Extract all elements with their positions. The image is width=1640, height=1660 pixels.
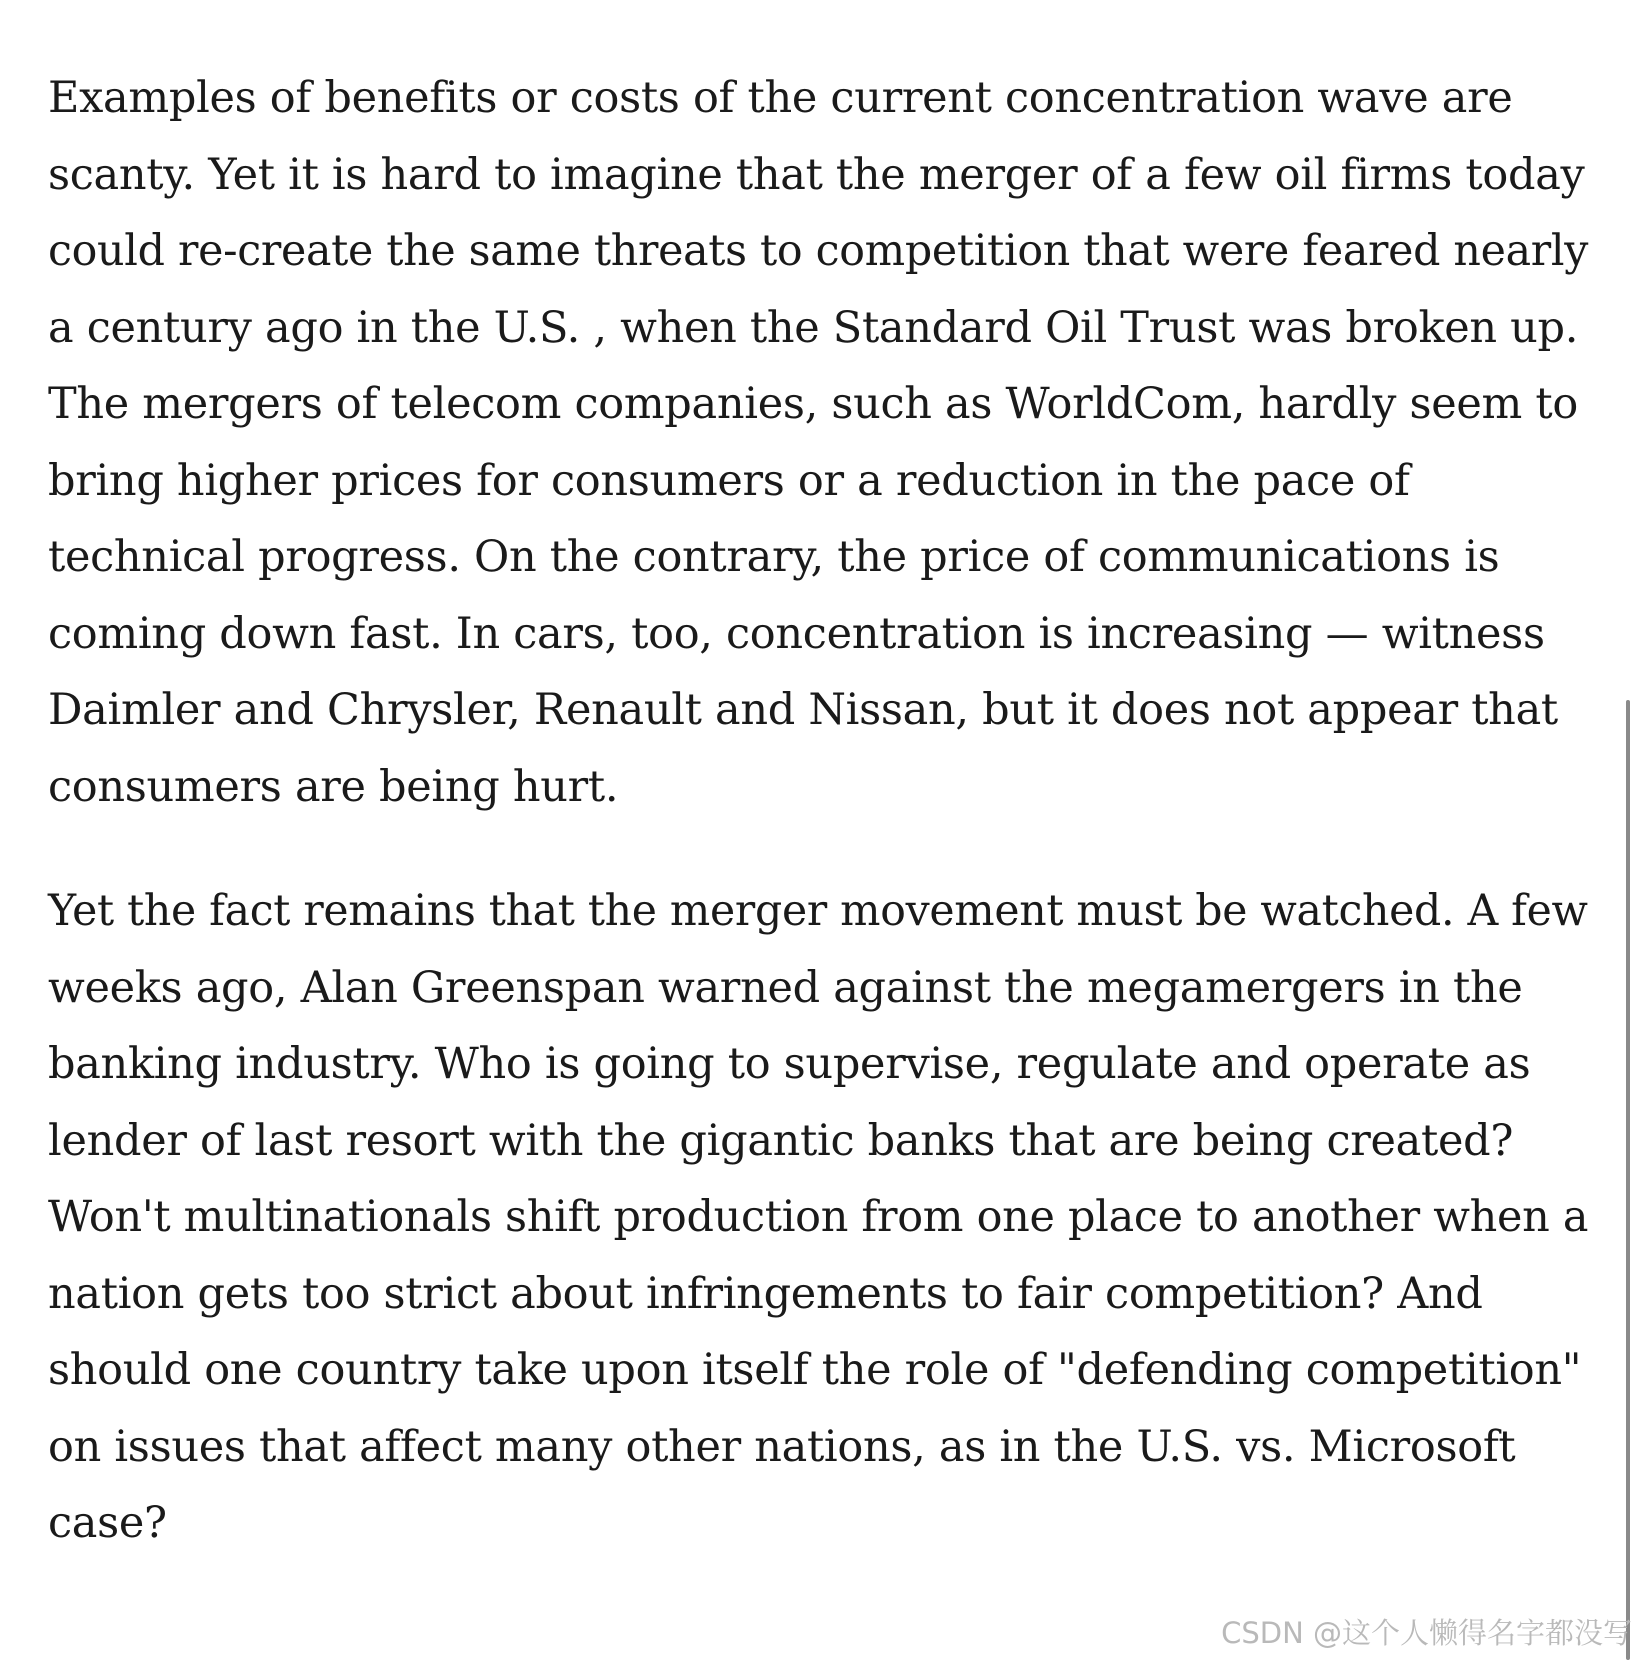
text-line: case? — [48, 1498, 167, 1548]
paragraph-2 — [48, 873, 1588, 1562]
text-line: Yet the fact remains that the merger movement must be watched. A few — [48, 886, 1588, 936]
vertical-scrollbar[interactable] — [1626, 700, 1630, 1660]
text-line: Daimler and Chrysler, Renault and Nissan, but it does not appear that — [48, 685, 1558, 735]
text-line: should one country take upon itself the role of "defending competition" — [48, 1345, 1582, 1395]
article-body — [48, 60, 1588, 1562]
text-line: Examples of benefits or costs of the current concentration wave are — [48, 73, 1513, 123]
text-line: coming down fast. In cars, too, concentration is increasing — witness — [48, 608, 1545, 659]
paragraph-1 — [48, 60, 1588, 825]
text-line: banking industry. Who is going to supervise, regulate and operate as — [48, 1039, 1531, 1089]
text-line: could re-create the same threats to competition that were feared nearly — [48, 226, 1589, 276]
watermark: CSDN @这个人懒得名字都没写 — [1221, 1616, 1632, 1650]
text-line: on issues that affect many other nations, as in the U.S. vs. Microsoft — [48, 1421, 1516, 1472]
text-line: weeks ago, Alan Greenspan warned against the megamergers in the — [48, 962, 1523, 1013]
text-line: technical progress. On the contrary, the price of communications is — [48, 532, 1500, 582]
text-line: a century ago in the U.S. , when the Standard Oil Trust was broken up. — [48, 302, 1579, 353]
text-line: lender of last resort with the gigantic banks that are being created? — [48, 1115, 1514, 1166]
text-line: scanty. Yet it is hard to imagine that the merger of a few oil firms today — [48, 149, 1585, 200]
text-line: nation gets too strict about infringements to fair competition? And — [48, 1268, 1483, 1319]
text-line: consumers are being hurt. — [48, 761, 619, 812]
text-line: The mergers of telecom companies, such as WorldCom, hardly seem to — [48, 379, 1578, 429]
text-line: bring higher prices for consumers or a reduction in the pace of — [48, 455, 1410, 506]
text-line: Won't multinationals shift production from one place to another when a — [48, 1192, 1589, 1242]
